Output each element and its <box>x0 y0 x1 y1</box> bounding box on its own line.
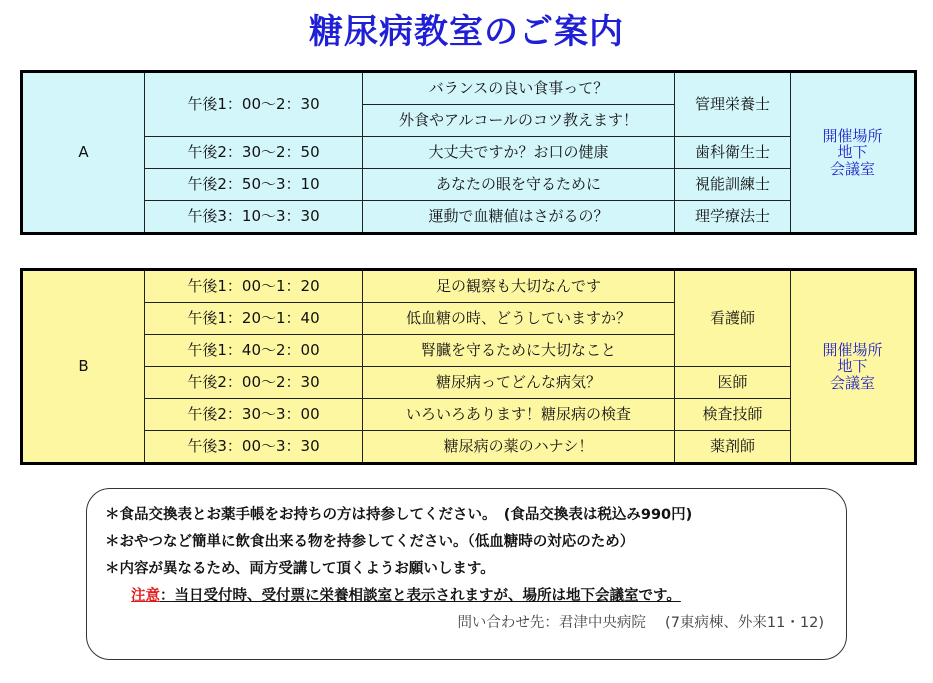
venue-line: 地下 <box>837 143 868 162</box>
staff-cell: 医師 <box>675 367 791 399</box>
topic-cell: 運動で血糖値はさがるの？ <box>363 201 675 234</box>
page-title: 糖尿病教室のご案内 <box>309 12 624 52</box>
topic-cell: 低血糖の時、どうしていますか？ <box>363 303 675 335</box>
staff-cell: 検査技師 <box>675 399 791 431</box>
staff-cell: 管理栄養士 <box>675 72 791 137</box>
time-cell: 午後3：00〜3：30 <box>145 431 363 464</box>
time-cell: 午後1：40〜2：00 <box>145 335 363 367</box>
caution-label: 注意 <box>131 588 160 604</box>
venue-cell <box>791 270 916 464</box>
note-line: ＊食品交換表とお薬手帳をお持ちの方は持参してください。 (食品交換表は税込み990円) <box>105 507 693 523</box>
session-b-label: B <box>22 270 145 464</box>
time-cell: 午後2：30〜3：00 <box>145 399 363 431</box>
topic-cell: 腎臓を守るために大切なこと <box>363 335 675 367</box>
contact-line: 問い合わせ先：君津中央病院 (7東病棟、外来11・12) <box>457 615 824 631</box>
venue-line: 会議室 <box>829 159 875 178</box>
note-line: ＊おやつなど簡単に飲食出来る物を持参してください。（低血糖時の対応のため） <box>105 534 635 550</box>
venue-line: 地下 <box>837 357 868 376</box>
time-cell: 午後1：20〜1：40 <box>145 303 363 335</box>
time-cell: 午後2：00〜2：30 <box>145 367 363 399</box>
session-a-table <box>20 70 917 235</box>
time-cell: 午後2：50〜3：10 <box>145 169 363 201</box>
notes-box <box>86 488 847 660</box>
staff-cell: 看護師 <box>675 270 791 367</box>
caution-text: ：当日受付時、受付票に栄養相談室と表示されますが、場所は地下会議室です。 <box>160 588 681 604</box>
staff-cell: 歯科衛生士 <box>675 137 791 169</box>
staff-cell: 視能訓練士 <box>675 169 791 201</box>
staff-cell: 理学療法士 <box>675 201 791 234</box>
time-cell: 午後3：10〜3：30 <box>145 201 363 234</box>
session-a-label: A <box>22 72 145 234</box>
topic-cell: 糖尿病の薬のハナシ！ <box>363 431 675 464</box>
venue-line: 会議室 <box>829 373 875 392</box>
topic-cell: 外食やアルコールのコツ教えます！ <box>363 105 675 137</box>
caution-line <box>105 583 846 610</box>
time-cell: 午後1：00〜2：30 <box>145 72 363 137</box>
venue-line: 開催場所 <box>822 126 883 145</box>
time-cell: 午後2：30〜2：50 <box>145 137 363 169</box>
time-cell: 午後1：00〜1：20 <box>145 270 363 303</box>
topic-cell: 足の観察も大切なんです <box>363 270 675 303</box>
topic-cell: あなたの眼を守るために <box>363 169 675 201</box>
session-b-table <box>20 268 917 465</box>
topic-cell: 大丈夫ですか？お口の健康 <box>363 137 675 169</box>
venue-line: 開催場所 <box>822 340 883 359</box>
note-line: ＊内容が異なるため、両方受講して頂くようお願いします。 <box>105 561 495 577</box>
topic-cell: バランスの良い食事って？ <box>363 72 675 105</box>
topic-cell: いろいろあります！糖尿病の検査 <box>363 399 675 431</box>
venue-cell <box>791 72 916 234</box>
topic-cell: 糖尿病ってどんな病気？ <box>363 367 675 399</box>
staff-cell: 薬剤師 <box>675 431 791 464</box>
